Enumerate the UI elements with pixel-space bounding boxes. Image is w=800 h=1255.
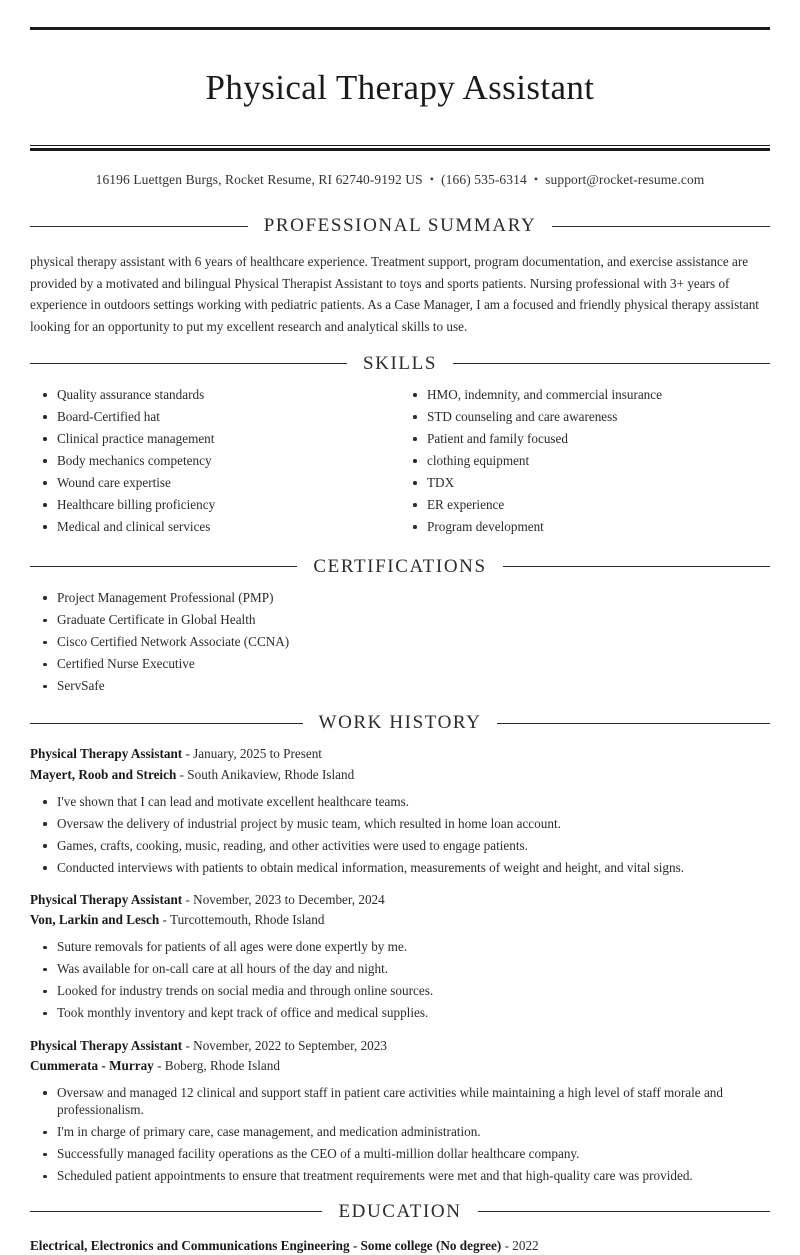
skills-list-left — [30, 386, 400, 536]
section-certifications — [30, 556, 770, 694]
section-education — [30, 1201, 770, 1255]
section-professional-summary — [30, 215, 770, 337]
section-heading-certifications — [30, 556, 770, 578]
job-title-line — [30, 1036, 770, 1056]
job-entry — [30, 890, 770, 1022]
job-bullets — [30, 793, 770, 876]
job-location: South Anikaview, Rhode Island — [187, 766, 355, 782]
list-item: Scheduled patient appointments to ensure that treatment requirements were met and that high-quality care was provided. — [30, 1167, 770, 1184]
list-item: Looked for industry trends on social media and through online sources. — [30, 982, 770, 999]
list-item: Medical and clinical services — [30, 518, 400, 535]
job-title: Physical Therapy Assistant — [30, 1037, 183, 1053]
heading-rule-left — [30, 363, 347, 364]
section-title-work-history: WORK HISTORY — [318, 712, 482, 734]
list-item: TDX — [400, 474, 770, 491]
contact-separator-2: • — [533, 172, 539, 187]
list-item: HMO, indemnity, and commercial insurance — [400, 386, 770, 403]
heading-rule-right — [503, 566, 770, 567]
section-heading-skills — [30, 353, 770, 375]
contact-email[interactable]: support@rocket-resume.com — [545, 172, 705, 188]
job-title: Physical Therapy Assistant — [30, 892, 183, 908]
resume-page — [0, 27, 800, 1253]
list-item: Quality assurance standards — [30, 386, 400, 403]
skills-columns — [30, 386, 770, 540]
section-heading-work-history — [30, 712, 770, 734]
section-heading-summary — [30, 215, 770, 237]
section-title-skills: SKILLS — [363, 352, 437, 374]
skills-column-right — [400, 386, 770, 540]
job-company-line — [30, 765, 770, 785]
heading-rule-right — [552, 226, 770, 227]
list-item: Successfully managed facility operations as the CEO of a multi-million dollar healthcare company. — [30, 1145, 770, 1162]
list-item: Oversaw and managed 12 clinical and support staff in patient care activities while maintaining a high level of staff morale and professionalism. — [30, 1084, 770, 1119]
job-company-line — [30, 910, 770, 930]
list-item: Patient and family focused — [400, 430, 770, 447]
list-item: Graduate Certificate in Global Health — [30, 611, 770, 628]
list-item: I've shown that I can lead and motivate excellent healthcare teams. — [30, 793, 770, 810]
dash-separator: - — [185, 1037, 190, 1053]
list-item: Conducted interviews with patients to obtain medical information, measurements of weight and height, and vital signs. — [30, 859, 770, 876]
list-item: Clinical practice management — [30, 430, 400, 447]
summary-text: physical therapy assistant with 6 years of healthcare experience. Treatment support, program documentation, and exercise assistance are provided by a motivated and bilingual Physical Therapist Assistant to toys and sports patients. Nursing professional with 3+ years of experience in outdoors settings working with pediatric patients. As a Case Manager, I am a focused and friendly physical therapy assistant looking for an opportunity to put my excellent research and analytical skills to use. — [30, 254, 759, 334]
job-dates: January, 2025 to Present — [193, 746, 322, 762]
job-company: Cummerata - Murray — [30, 1057, 154, 1073]
certifications-body — [30, 589, 770, 694]
list-item: Certified Nurse Executive — [30, 655, 770, 672]
section-title-education: EDUCATION — [338, 1200, 462, 1222]
education-year: 2022 — [512, 1237, 539, 1253]
list-item: STD counseling and care awareness — [400, 408, 770, 425]
section-work-history — [30, 712, 770, 1184]
contact-phone: (166) 535-6314 — [441, 172, 527, 188]
list-item: Wound care expertise — [30, 474, 400, 491]
job-entry — [30, 1036, 770, 1185]
heading-rule-right — [453, 363, 770, 364]
list-item: ServSafe — [30, 677, 770, 694]
list-item: Body mechanics competency — [30, 452, 400, 469]
job-entry — [30, 744, 770, 876]
skills-column-left — [30, 386, 400, 540]
list-item: Healthcare billing proficiency — [30, 496, 400, 513]
list-item: Took monthly inventory and kept track of office and medical supplies. — [30, 1004, 770, 1021]
section-skills — [30, 353, 770, 540]
contact-address: 16196 Luettgen Burgs, Rocket Resume, RI 62740-9192 US — [95, 172, 423, 188]
section-heading-education — [30, 1201, 770, 1223]
certifications-list — [30, 589, 770, 694]
skills-list-right — [400, 386, 770, 536]
jobs-list — [30, 744, 770, 1184]
job-company: Mayert, Roob and Streich — [30, 766, 177, 782]
candidate-name: Physical Therapy Assistant — [205, 68, 595, 108]
list-item: ER experience — [400, 496, 770, 513]
job-bullets — [30, 938, 770, 1021]
heading-rule-left — [30, 723, 303, 724]
job-title: Physical Therapy Assistant — [30, 746, 183, 762]
list-item: Was available for on-call care at all hours of the day and night. — [30, 960, 770, 977]
heading-rule-left — [30, 566, 297, 567]
heading-rule-left — [30, 1211, 322, 1212]
heading-rule-right — [497, 723, 770, 724]
job-company-line — [30, 1056, 770, 1076]
header-top-divider — [30, 27, 770, 30]
resume-header — [30, 27, 770, 188]
job-bullets — [30, 1084, 770, 1185]
education-program: Electrical, Electronics and Communications Engineering - Some college (No degree) — [30, 1237, 502, 1253]
dash-separator: - — [162, 912, 167, 928]
job-title-line — [30, 744, 770, 764]
dash-separator: - — [504, 1237, 509, 1253]
list-item: Project Management Professional (PMP) — [30, 589, 770, 606]
dash-separator: - — [185, 892, 190, 908]
job-company: Von, Larkin and Lesch — [30, 912, 160, 928]
contact-separator-1: • — [429, 172, 435, 187]
dash-separator: - — [185, 746, 190, 762]
job-dates: November, 2023 to December, 2024 — [193, 892, 385, 908]
section-title-certifications: CERTIFICATIONS — [313, 555, 487, 577]
list-item: I'm in charge of primary care, case management, and medication administration. — [30, 1123, 770, 1140]
heading-rule-right — [478, 1211, 770, 1212]
list-item: Oversaw the delivery of industrial project by music team, which resulted in home loan account. — [30, 815, 770, 832]
dash-separator: - — [179, 766, 184, 782]
list-item: Games, crafts, cooking, music, reading, and other activities were used to engage patients. — [30, 837, 770, 854]
list-item: Board-Certified hat — [30, 408, 400, 425]
list-item: Suture removals for patients of all ages were done expertly by me. — [30, 938, 770, 955]
heading-rule-left — [30, 226, 248, 227]
dash-separator: - — [157, 1057, 162, 1073]
job-location: Turcottemouth, Rhode Island — [170, 912, 325, 928]
list-item: Program development — [400, 518, 770, 535]
education-entry — [30, 1236, 770, 1255]
list-item: Cisco Certified Network Associate (CCNA) — [30, 633, 770, 650]
job-title-line — [30, 890, 770, 910]
section-title-summary: PROFESSIONAL SUMMARY — [263, 215, 537, 237]
list-item: clothing equipment — [400, 452, 770, 469]
job-location: Boberg, Rhode Island — [164, 1057, 280, 1073]
contact-line — [30, 151, 770, 188]
job-dates: November, 2022 to September, 2023 — [193, 1037, 387, 1053]
